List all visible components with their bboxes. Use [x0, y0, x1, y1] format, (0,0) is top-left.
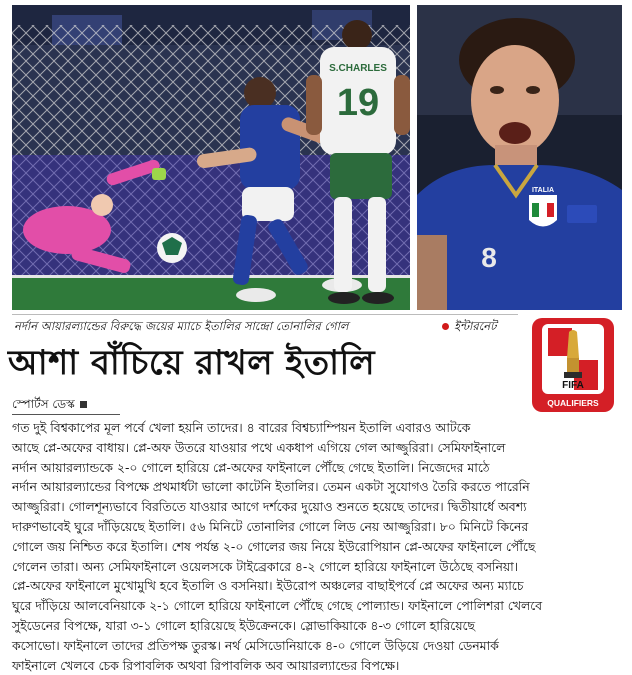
badge-label: QUALIFIERS: [547, 398, 599, 408]
article-body-line: নর্দান আয়ারল্যান্ডকে ২-০ গোলে হারিয়ে প্লে-অফের ফাইনালে পৌঁছে গেছে ইতালি। নিজেদের মাঠে: [12, 459, 490, 475]
article-body-line: ফাইনালে খেলবে চেক রিপাবলিক অথবা রিপাবলিক অব আয়ারল্যান্ডের বিপক্ষে।: [12, 657, 400, 673]
article-body-line: প্লে-অফের ফাইনালে মুখোমুখি হবে ইতালি ও বসনিয়া। ইউরোপ অঞ্চলের বাছাইপর্বে প্লে অফের অন্য ম্যাচে: [12, 578, 524, 594]
article-body-line: কসোভো। ফাইনালে তাদের প্রতিপক্ষ তুরস্ক। নর্থ মেসিডোনিয়াকে ৪-০ গোলে উড়িয়ে দেওয়া ডেনমার্ক: [12, 637, 499, 653]
article-body-line: ঘুরে দাঁড়িয়ে আলবেনিয়াকে ২-১ গোলে হারিয়ে ফাইনালে পৌঁছে গেছে পোল্যান্ড। ফাইনালে পোলিশরা খেলবে: [12, 598, 543, 614]
italy-crest-icon: [529, 195, 557, 227]
fifa-qualifiers-badge: [532, 318, 614, 412]
article-body-line: আছে প্লে-অফের বাধায়। প্লে-অফ উতরে যাওয়ার পথে একধাপ এগিয়ে গেল আজ্জুরিরা। সেমিফাইনালে: [12, 439, 506, 455]
article-body: [12, 418, 624, 675]
article-body-line: নর্দান আয়ারল্যান্ডের বিপক্ষে প্রথমার্ধটা ভালো কাটেনি ইতালির। তেমন একটা সুযোগও তৈরি করতে পারেনি: [12, 479, 530, 495]
article-headline: আশা বাঁচিয়ে রাখল ইতালি: [8, 343, 376, 383]
byline-rule: [12, 414, 120, 415]
photo-credit: ইন্টারনেট: [454, 319, 497, 333]
article-body-line: গত দুই বিশ্বকাপের মূল পর্বে খেলা হয়নি তাদের। ৪ বারের বিশ্বচ্যাম্পিয়ন ইতালি এবারও আটকে: [12, 420, 471, 435]
article-body-line: দারুণভাবেই ঘুরে দাঁড়িয়েছে ইতালি। ৫৬ মিনিটে তোনালির গোলে লিড নেয় আজ্জুরিরা। ৮০ মিনিটে কিনের: [12, 518, 529, 534]
article-body-line: সুইডেনের বিপক্ষে, যারা ৩-১ গোলে হারিয়েছে ইউক্রেনকে। স্লোভাকিয়াকে ৪-৩ গোলে হারিয়েছে: [12, 617, 476, 633]
byline-text: স্পোর্টস ডেস্ক: [12, 397, 75, 411]
portrait-jersey-number: 8: [481, 242, 497, 273]
photo-caption: [12, 314, 518, 336]
match-photo-illustration: [12, 5, 410, 310]
caption-text: নর্দান আয়ারল্যান্ডের বিরুদ্ধে জয়ের ম্যাচে ইতালির সান্দ্রো তোনালির গোল: [14, 319, 349, 333]
byline-square-icon: [80, 401, 87, 408]
player-portrait-photo: [417, 5, 622, 310]
article-body-line: গেলেন তারা। অন্য সেমিফাইনালে ওয়েলসকে টাইব্রেকারে ৪-২ গোলে হারিয়ে ফাইনালে উঠেছে বসনিয়া।: [12, 558, 519, 574]
player-portrait-illustration: [417, 5, 622, 310]
jersey-name: S.CHARLES: [329, 63, 387, 74]
badge-fifa-text: FIFA: [562, 380, 584, 391]
article-body-line: গোলে জয় নিশ্চিত করে ইতালি। শেষ পর্যন্ত ২-০ গোলের জয় নিয়ে ইউরোপিয়ান প্লে-অফের ফাইনালে পৌঁছে: [12, 538, 536, 554]
crest-text: ITALIA: [531, 187, 555, 194]
caption-bullet-icon: [442, 323, 449, 330]
byline: [12, 395, 87, 413]
jersey-number: 19: [336, 82, 380, 124]
match-photo: [12, 5, 410, 310]
article-body-line: আজ্জুরিরা। গোলশূন্যভাবে বিরতিতে যাওয়ার আগে দর্শকের দুয়োও শুনতে হয়েছে তাদের। দ্বিতীয়ার্ধে অবশ্য: [12, 499, 527, 515]
world-cup-26-logo-icon: [532, 318, 614, 412]
